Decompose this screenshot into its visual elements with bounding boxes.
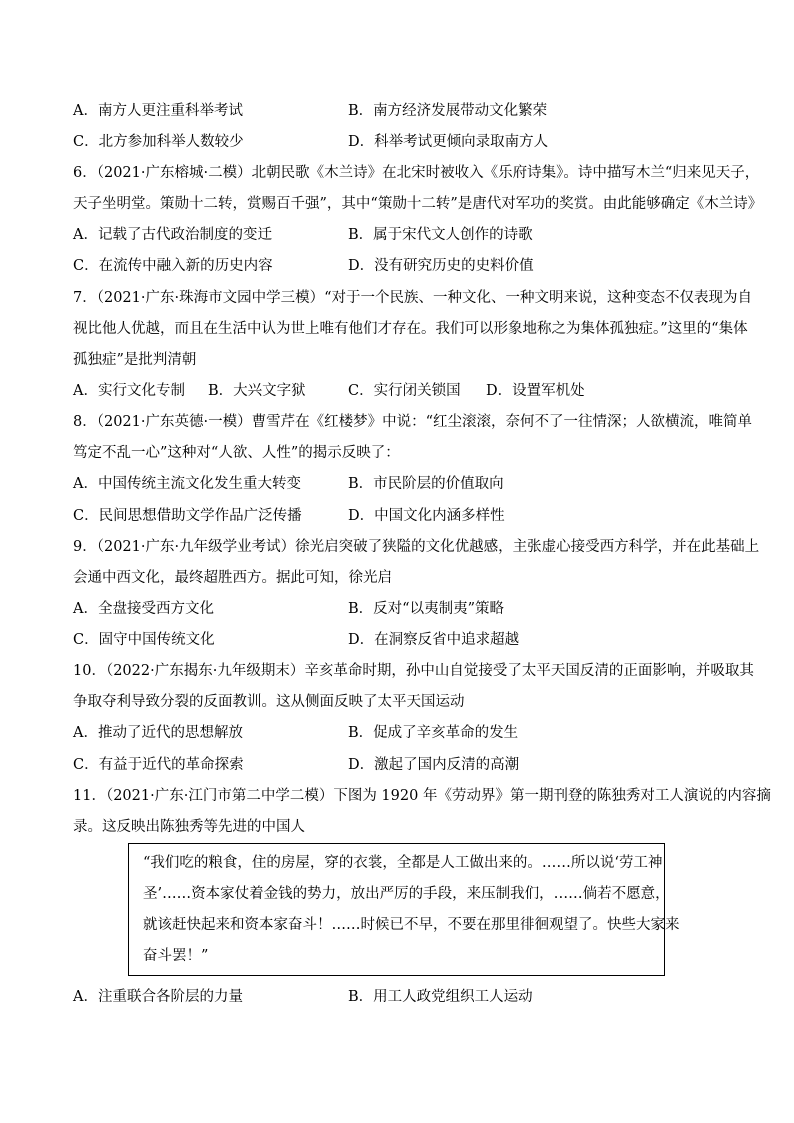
q6-option-b: B．属于宋代文人创作的诗歌 — [348, 227, 533, 243]
q5-option-a: A．南方人更注重科举考试 — [73, 103, 243, 119]
q8-stem-line-1: 8．（2021·广东英德·一模）曹雪芹在《红楼梦》中说：“红尘滚滚，奈何不了一往情深；人欲横流，唯简单 — [73, 414, 753, 430]
q9-stem-line-1: 9．（2021·广东·九年级学业考试）徐光启突破了狭隘的文化优越感，主张虚心接受西方科学，并在此基础上 — [73, 539, 760, 555]
q8-stem-line-2: 笃定不乱一心”这种对“人欲、人性”的揭示反映了： — [73, 445, 400, 461]
q6-option-c: C．在流传中融入新的历史内容 — [73, 258, 273, 274]
q11-quote-box — [128, 843, 680, 976]
q6-stem-line-1: 6．（2021·广东榕城·二模）北朝民歌《木兰诗》在北宋时被收入《乐府诗集》。诗中描写木兰“归来见天子， — [73, 165, 760, 181]
q9-stem-line-2: 会通中西文化，最终超胜西方。据此可知，徐光启 — [73, 570, 392, 586]
q5-option-d: D．科举考试更倾向录取南方人 — [348, 134, 549, 150]
q11-quote-line-2: 圣’……资本家仗着金钱的势力，放出严厉的手段，来压制我们，……倘若不愿意， — [143, 886, 670, 902]
q11-option-a: A．注重联合各阶层的力量 — [73, 989, 243, 1005]
q6-stem-line-2: 天子坐明堂。策勋十二转，赏赐百千强”，其中“策勋十二转”是唐代对军功的奖赏。由此能够确定《木兰诗》 — [73, 196, 763, 212]
q10-stem-line-2: 争取夺利导致分裂的反面教训。这从侧面反映了太平天国运动 — [73, 694, 465, 710]
q7-option-c: C．实行闭关锁国 — [348, 383, 461, 399]
q7-stem-line-3: 孤独症”是批判清朝 — [73, 352, 197, 368]
q10-stem-line-1: 10．（2022·广东揭东·九年级期末）辛亥革命时期，孙中山自觉接受了太平天国反清的正面影响，并吸取其 — [73, 663, 754, 679]
q11-stem-line-1: 11．（2021·广东·江门市第二中学二模）下图为 1920 年《劳动界》第一期刊登的陈独秀对工人演说的内容摘 — [73, 788, 771, 804]
q11-option-b: B．用工人政党组织工人运动 — [348, 989, 533, 1005]
q9-option-d: D．在洞察反省中追求超越 — [348, 632, 520, 648]
q5-option-c: C．北方参加科举人数较少 — [73, 134, 244, 150]
q8-option-a: A．中国传统主流文化发生重大转变 — [73, 476, 301, 492]
q10-option-a: A．推动了近代的思想解放 — [73, 725, 243, 741]
q8-option-c: C．民间思想借助文学作品广泛传播 — [73, 508, 302, 524]
q11-stem-line-2: 录。这反映出陈独秀等先进的中国人 — [73, 819, 305, 835]
q9-option-a: A．全盘接受西方文化 — [73, 601, 214, 617]
q7-stem-line-1: 7．（2021·广东·珠海市文园中学三模）“对于一个民族、一种文化、一种文明来说，这种变态不仅表现为自 — [73, 290, 753, 306]
q6-option-a: A．记载了古代政治制度的变迁 — [73, 227, 272, 243]
q7-option-a: A．实行文化专制 — [73, 383, 185, 399]
q9-option-b: B．反对“以夷制夷”策略 — [348, 601, 504, 617]
q11-quote-line-4: 奋斗罢！” — [143, 948, 209, 964]
q11-quote-line-1: “我们吃的粮食，住的房屋，穿的衣裳，全都是人工做出来的。……所以说‘劳工神 — [143, 855, 663, 871]
q6-option-d: D．没有研究历史的史料价值 — [348, 258, 534, 274]
q8-option-b: B．市民阶层的价值取向 — [348, 476, 504, 492]
q10-option-b: B．促成了辛亥革命的发生 — [348, 725, 519, 741]
q10-option-d: D．激起了国内反清的高潮 — [348, 757, 520, 773]
q10-option-c: C．有益于近代的革命探索 — [73, 757, 244, 773]
q5-option-b: B．南方经济发展带动文化繁荣 — [348, 103, 548, 119]
q9-option-c: C．固守中国传统文化 — [73, 632, 215, 648]
q8-option-d: D．中国文化内涵多样性 — [348, 508, 505, 524]
q11-quote-line-3: 就该赶快起来和资本家奋斗！……时候已不早，不要在那里徘徊观望了。快些大家来 — [143, 917, 680, 933]
q7-option-d: D．设置军机处 — [486, 383, 585, 399]
q7-option-b: B．大兴文字狱 — [208, 383, 306, 399]
q7-stem-line-2: 视比他人优越，而且在生活中认为世上唯有他们才存在。我们可以形象地称之为集体孤独症。”这里的“集体 — [73, 321, 748, 337]
